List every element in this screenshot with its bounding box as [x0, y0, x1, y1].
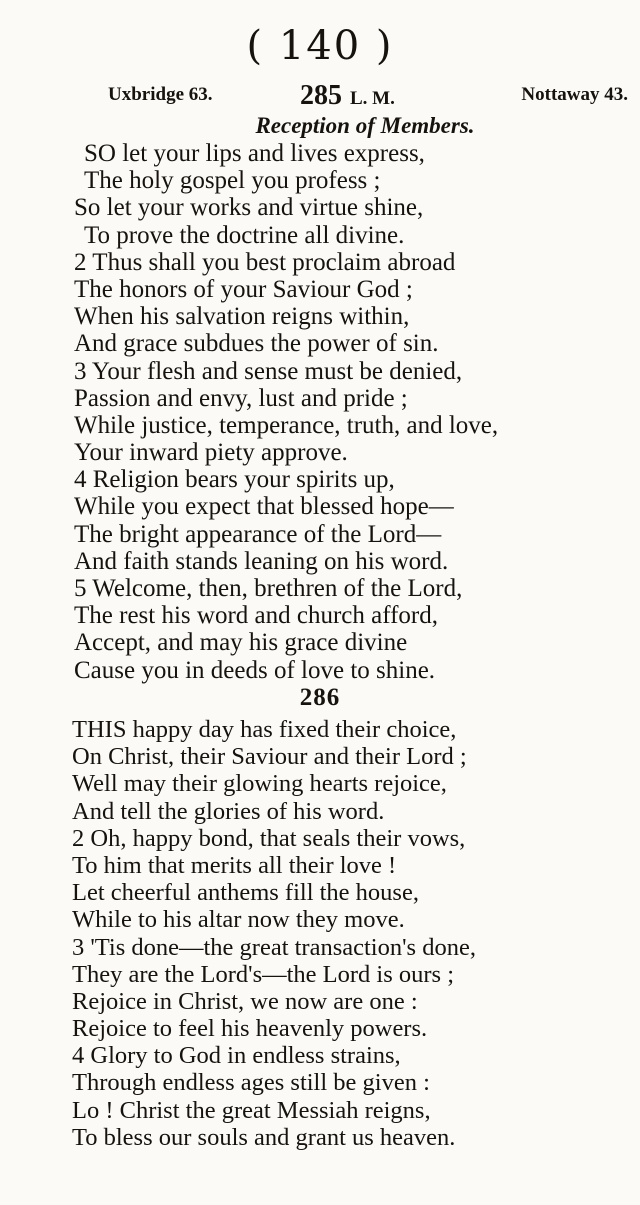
hymn-line: Cause you in deeds of love to shine.: [74, 656, 436, 684]
hymn-line: 4 Religion bears your spirits up,: [74, 466, 395, 494]
hymn-line: Through endless ages still be given :: [72, 1069, 430, 1097]
hymn-285-meter: L. M.: [350, 88, 395, 109]
hymn-line: Passion and envy, lust and pride ;: [74, 384, 408, 412]
hymn-286-number: 286: [299, 684, 341, 711]
hymn-line: THIS happy day has fixed their choice,: [72, 716, 457, 743]
hymn-line: Rejoice in Christ, we now are one :: [72, 987, 418, 1015]
hymn-line: Let cheerful anthems fill the house,: [72, 879, 419, 907]
hymn-line: The bright appearance of the Lord—: [74, 520, 442, 548]
hymn-285-heading: [300, 80, 395, 112]
hymn-line: And tell the glories of his word.: [72, 797, 385, 825]
hymn-line: So let your works and virtue shine,: [74, 194, 424, 222]
hymn-line: 3 Your flesh and sense must be denied,: [74, 357, 463, 385]
hymn-line: 2 Oh, happy bond, that seals their vows,: [72, 824, 466, 852]
tune-reference-right: Nottaway 43.: [521, 84, 628, 105]
hymn-line: 2 Thus shall you best proclaim abroad: [74, 248, 456, 276]
hymn-line: 5 Welcome, then, brethren of the Lord,: [74, 575, 463, 602]
hymn-line: To bless our souls and grant us heaven.: [72, 1123, 456, 1151]
hymn-line: Well may their glowing hearts rejoice,: [72, 770, 447, 798]
tune-reference-left: Uxbridge 63.: [108, 84, 213, 105]
hymn-285-title: Reception of Members.: [255, 113, 475, 138]
hymn-line: While to his altar now they move.: [72, 906, 405, 934]
hymn-285-number: 285: [300, 80, 342, 111]
hymn-line: The holy gospel you profess ;: [84, 167, 381, 195]
hymn-line: The rest his word and church afford,: [74, 602, 439, 630]
hymn-line: To him that merits all their love !: [72, 851, 397, 879]
hymn-285-text: [74, 140, 634, 684]
hymn-285-header: [108, 80, 628, 110]
hymn-line: Rejoice to feel his heavenly powers.: [72, 1015, 428, 1043]
hymn-line: SO let your lips and lives express,: [84, 140, 425, 167]
hymn-line: When his salvation reigns within,: [74, 303, 410, 331]
hymn-line: Your inward piety approve.: [74, 439, 348, 467]
hymn-line: While justice, temperance, truth, and love,: [74, 411, 499, 439]
hymn-line: Accept, and may his grace divine: [74, 629, 408, 657]
hymn-line: To prove the doctrine all divine.: [84, 221, 405, 249]
hymn-line: While you expect that blessed hope—: [74, 493, 454, 521]
hymn-line: 3 'Tis done—the great transaction's done,: [72, 933, 476, 961]
hymn-286-text: [72, 716, 632, 1151]
hymn-line: Lo ! Christ the great Messiah reigns,: [72, 1096, 431, 1124]
hymn-line: And faith stands leaning on his word.: [74, 547, 449, 575]
hymn-line: 4 Glory to God in endless strains,: [72, 1042, 401, 1070]
page-number: ( 140 ): [246, 23, 394, 69]
hymn-line: They are the Lord's—the Lord is ours ;: [72, 960, 455, 988]
hymn-line: And grace subdues the power of sin.: [74, 330, 439, 358]
hymn-line: The honors of your Saviour God ;: [74, 275, 413, 303]
hymn-line: On Christ, their Saviour and their Lord ;: [72, 743, 467, 771]
